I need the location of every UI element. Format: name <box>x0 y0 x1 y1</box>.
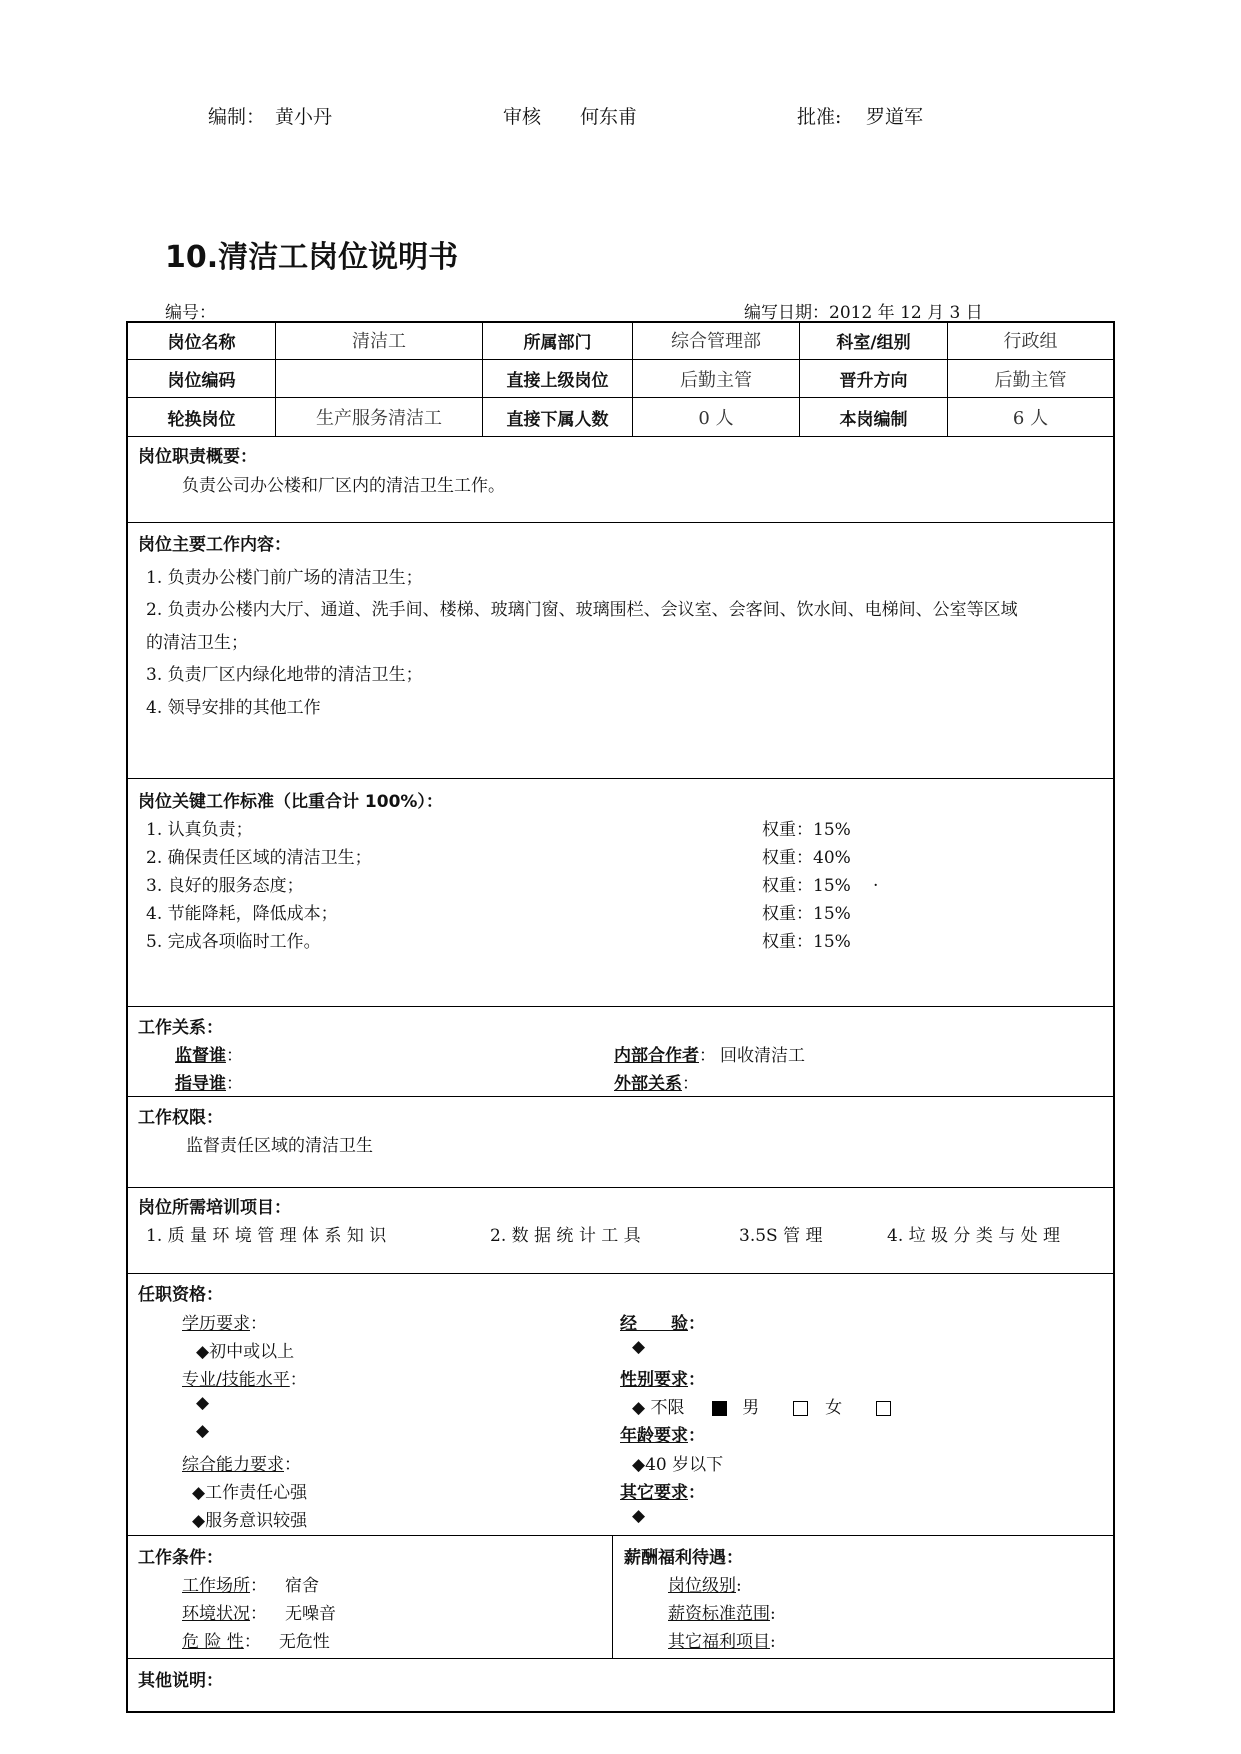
skill-item: ◆ <box>196 1393 210 1413</box>
position-code-label: 岗位编码 <box>167 371 236 391</box>
colon: ： <box>226 1046 243 1066</box>
supervisor-position-value: 后勤主管 <box>680 369 752 391</box>
place-row <box>182 1571 319 1596</box>
risk-label: 危 险 性 <box>182 1632 244 1652</box>
supervised-row <box>175 1041 243 1066</box>
internal-value: 回收清洁工 <box>720 1046 805 1066</box>
skill-item: ◆ <box>196 1421 210 1441</box>
ability-row <box>182 1450 301 1475</box>
section-divider <box>126 778 1115 779</box>
promotion-label: 晋升方向 <box>839 371 908 391</box>
education-row <box>182 1309 267 1334</box>
other-benefits-row <box>668 1627 776 1652</box>
section-divider <box>126 1273 1115 1274</box>
age-label: 年龄要求 <box>620 1426 688 1446</box>
gender-options <box>632 1393 891 1418</box>
ability-label: 综合能力要求 <box>182 1455 284 1475</box>
experience-item: ◆ <box>632 1337 646 1357</box>
gender-label: 性别要求 <box>620 1370 688 1390</box>
training-item: 2. 数 据 统 计 工 具 <box>490 1226 641 1246</box>
salary-label: 薪资标准范围 <box>668 1604 770 1624</box>
standard-item: 5. 完成各项临时工作。 <box>146 932 321 952</box>
colon: : <box>770 1632 776 1652</box>
standard-weight: 权重：40% <box>762 848 851 868</box>
document-title: 10.清洁工岗位说明书 <box>165 240 459 275</box>
age-value: ◆40 岁以下 <box>632 1455 724 1475</box>
row-divider <box>126 436 1115 437</box>
colon: ： <box>226 1074 243 1094</box>
subordinates-label: 直接下属人数 <box>506 409 609 430</box>
external-label: 外部关系 <box>614 1074 682 1094</box>
authority-heading: 工作权限： <box>138 1108 223 1128</box>
colon: ： <box>682 1074 699 1094</box>
position-name-value: 清洁工 <box>352 331 406 352</box>
training-heading: 岗位所需培训项目： <box>138 1198 291 1218</box>
risk-row <box>182 1627 330 1652</box>
guided-label: 指导谁 <box>175 1074 226 1094</box>
other-notes-heading: 其他说明： <box>138 1671 223 1691</box>
supervisor-position-label: 直接上级岗位 <box>506 371 609 391</box>
colon: ： <box>250 1604 267 1624</box>
approver-label: 批准: <box>797 106 842 128</box>
colon: ： <box>688 1426 705 1446</box>
colon: ： <box>688 1370 705 1390</box>
external-row <box>614 1069 699 1094</box>
training-item: 1. 质 量 环 境 管 理 体 系 知 识 <box>146 1226 387 1246</box>
department-value: 综合管理部 <box>671 331 761 352</box>
standard-item: 3. 良好的服务态度； <box>146 876 304 896</box>
duty-item: 的清洁卫生； <box>146 633 248 653</box>
duty-item: 2. 负责办公楼内大厅、通道、洗手间、楼梯、玻璃门窗、玻璃围栏、会议室、会客间、饮水间、电梯间、公室等区域 <box>146 600 1018 620</box>
internal-label: 内部合作者 <box>614 1046 699 1066</box>
subordinates-value: 0 人 <box>698 408 734 429</box>
promotion-value: 后勤主管 <box>994 369 1067 391</box>
compile-date: 编写日期：2012 年 12 月 3 日 <box>744 303 983 323</box>
skill-row <box>182 1365 307 1390</box>
summary-heading: 岗位职责概要： <box>138 447 257 467</box>
rotation-label: 轮换岗位 <box>167 409 236 430</box>
level-label: 岗位级别 <box>668 1576 736 1596</box>
colon: ： <box>699 1046 716 1066</box>
other-req-label: 其它要求 <box>620 1483 688 1503</box>
gender-row <box>620 1365 705 1390</box>
experience-label: 经 验 <box>620 1314 688 1334</box>
colon: ： <box>688 1483 705 1503</box>
reviewer-label: 审核 <box>503 106 542 128</box>
duty-item: 4. 领导安排的其他工作 <box>146 698 321 718</box>
colon: : <box>770 1604 776 1624</box>
authority-text: 监督责任区域的清洁卫生 <box>186 1136 373 1156</box>
benefits-heading: 薪酬福利待遇： <box>624 1548 743 1568</box>
summary-text: 负责公司办公楼和厂区内的清洁卫生工作。 <box>182 476 505 496</box>
colon: : <box>736 1576 742 1596</box>
colon: ： <box>243 1632 261 1652</box>
env-label: 环境状况 <box>182 1604 250 1624</box>
colon: ： <box>250 1314 267 1334</box>
standards-heading: 岗位关键工作标准（比重合计 100%）： <box>138 792 443 812</box>
standard-weight: 权重：15% <box>762 876 851 896</box>
standard-weight: 权重：15% <box>762 820 851 840</box>
training-item: 4. 垃 圾 分 类 与 处 理 <box>887 1226 1061 1246</box>
section-group-label: 科室/组别 <box>836 332 911 353</box>
level-row <box>668 1571 742 1596</box>
gender-male-label: 男 <box>742 1398 760 1418</box>
standard-item: 4. 节能降耗，降低成本； <box>146 904 338 924</box>
env-value: 无噪音 <box>285 1604 336 1624</box>
education-value: ◆初中或以上 <box>196 1342 295 1362</box>
risk-value: 无危性 <box>278 1632 330 1652</box>
skill-label: 专业/技能水平 <box>182 1370 290 1390</box>
supervised-label: 监督谁 <box>175 1046 226 1066</box>
gender-female-checkbox[interactable] <box>876 1401 891 1416</box>
internal-row <box>614 1041 805 1066</box>
gender-unlimited-checkbox[interactable] <box>712 1401 727 1416</box>
place-value: 宿舍 <box>285 1576 319 1596</box>
gender-male-checkbox[interactable] <box>793 1401 808 1416</box>
env-row <box>182 1599 336 1624</box>
experience-row <box>620 1309 705 1334</box>
headcount-label: 本岗编制 <box>839 409 908 430</box>
duties-heading: 岗位主要工作内容： <box>138 535 291 555</box>
position-name-label: 岗位名称 <box>167 332 236 353</box>
section-divider <box>126 1535 1115 1536</box>
stray-dot: . <box>873 871 879 891</box>
section-divider <box>126 1658 1115 1659</box>
section-group-value: 行政组 <box>1003 331 1058 352</box>
duty-item: 1. 负责办公楼门前广场的清洁卫生； <box>146 568 423 588</box>
qualifications-heading: 任职资格： <box>138 1285 223 1305</box>
section-divider <box>126 522 1115 523</box>
standard-weight: 权重：15% <box>762 904 851 924</box>
gender-unlimited-label: ◆ 不限 <box>632 1398 685 1418</box>
duty-item: 3. 负责厂区内绿化地带的清洁卫生； <box>146 665 423 685</box>
standard-item: 2. 确保责任区域的清洁卫生； <box>146 848 372 868</box>
other-req-row <box>620 1478 705 1503</box>
rotation-value: 生产服务清洁工 <box>316 408 442 429</box>
section-divider <box>126 1096 1115 1097</box>
colon: ： <box>250 1576 267 1596</box>
conditions-heading: 工作条件： <box>138 1548 223 1568</box>
doc-number-label: 编号： <box>165 303 216 323</box>
compiler-label: 编制： <box>208 106 266 128</box>
ability-item: ◆服务意识较强 <box>192 1511 308 1531</box>
reviewer-name: 何东甫 <box>580 106 638 128</box>
ability-item: ◆工作责任心强 <box>192 1483 308 1503</box>
position-code-value <box>276 360 482 397</box>
guided-row <box>175 1069 243 1094</box>
department-label: 所属部门 <box>523 332 592 353</box>
other-benefits-label: 其它福利项目 <box>668 1632 770 1652</box>
section-divider <box>126 1187 1115 1188</box>
standard-weight: 权重：15% <box>762 932 851 952</box>
salary-row <box>668 1599 776 1624</box>
colon: ： <box>688 1314 705 1334</box>
colon: ： <box>289 1370 307 1390</box>
training-item: 3.5S 管 理 <box>739 1226 823 1246</box>
section-divider <box>126 1006 1115 1007</box>
age-row <box>620 1421 705 1446</box>
headcount-value: 6 人 <box>1012 408 1049 429</box>
other-req-item: ◆ <box>632 1506 646 1526</box>
compiler-name: 黄小丹 <box>275 106 333 128</box>
gender-female-label: 女 <box>825 1398 843 1418</box>
place-label: 工作场所 <box>182 1576 250 1596</box>
standard-item: 1. 认真负责； <box>146 820 253 840</box>
education-label: 学历要求 <box>182 1314 250 1334</box>
colon: ： <box>284 1455 301 1475</box>
relations-heading: 工作关系： <box>138 1018 223 1038</box>
col-divider <box>612 1535 613 1658</box>
approver-name: 罗道军 <box>866 106 924 128</box>
